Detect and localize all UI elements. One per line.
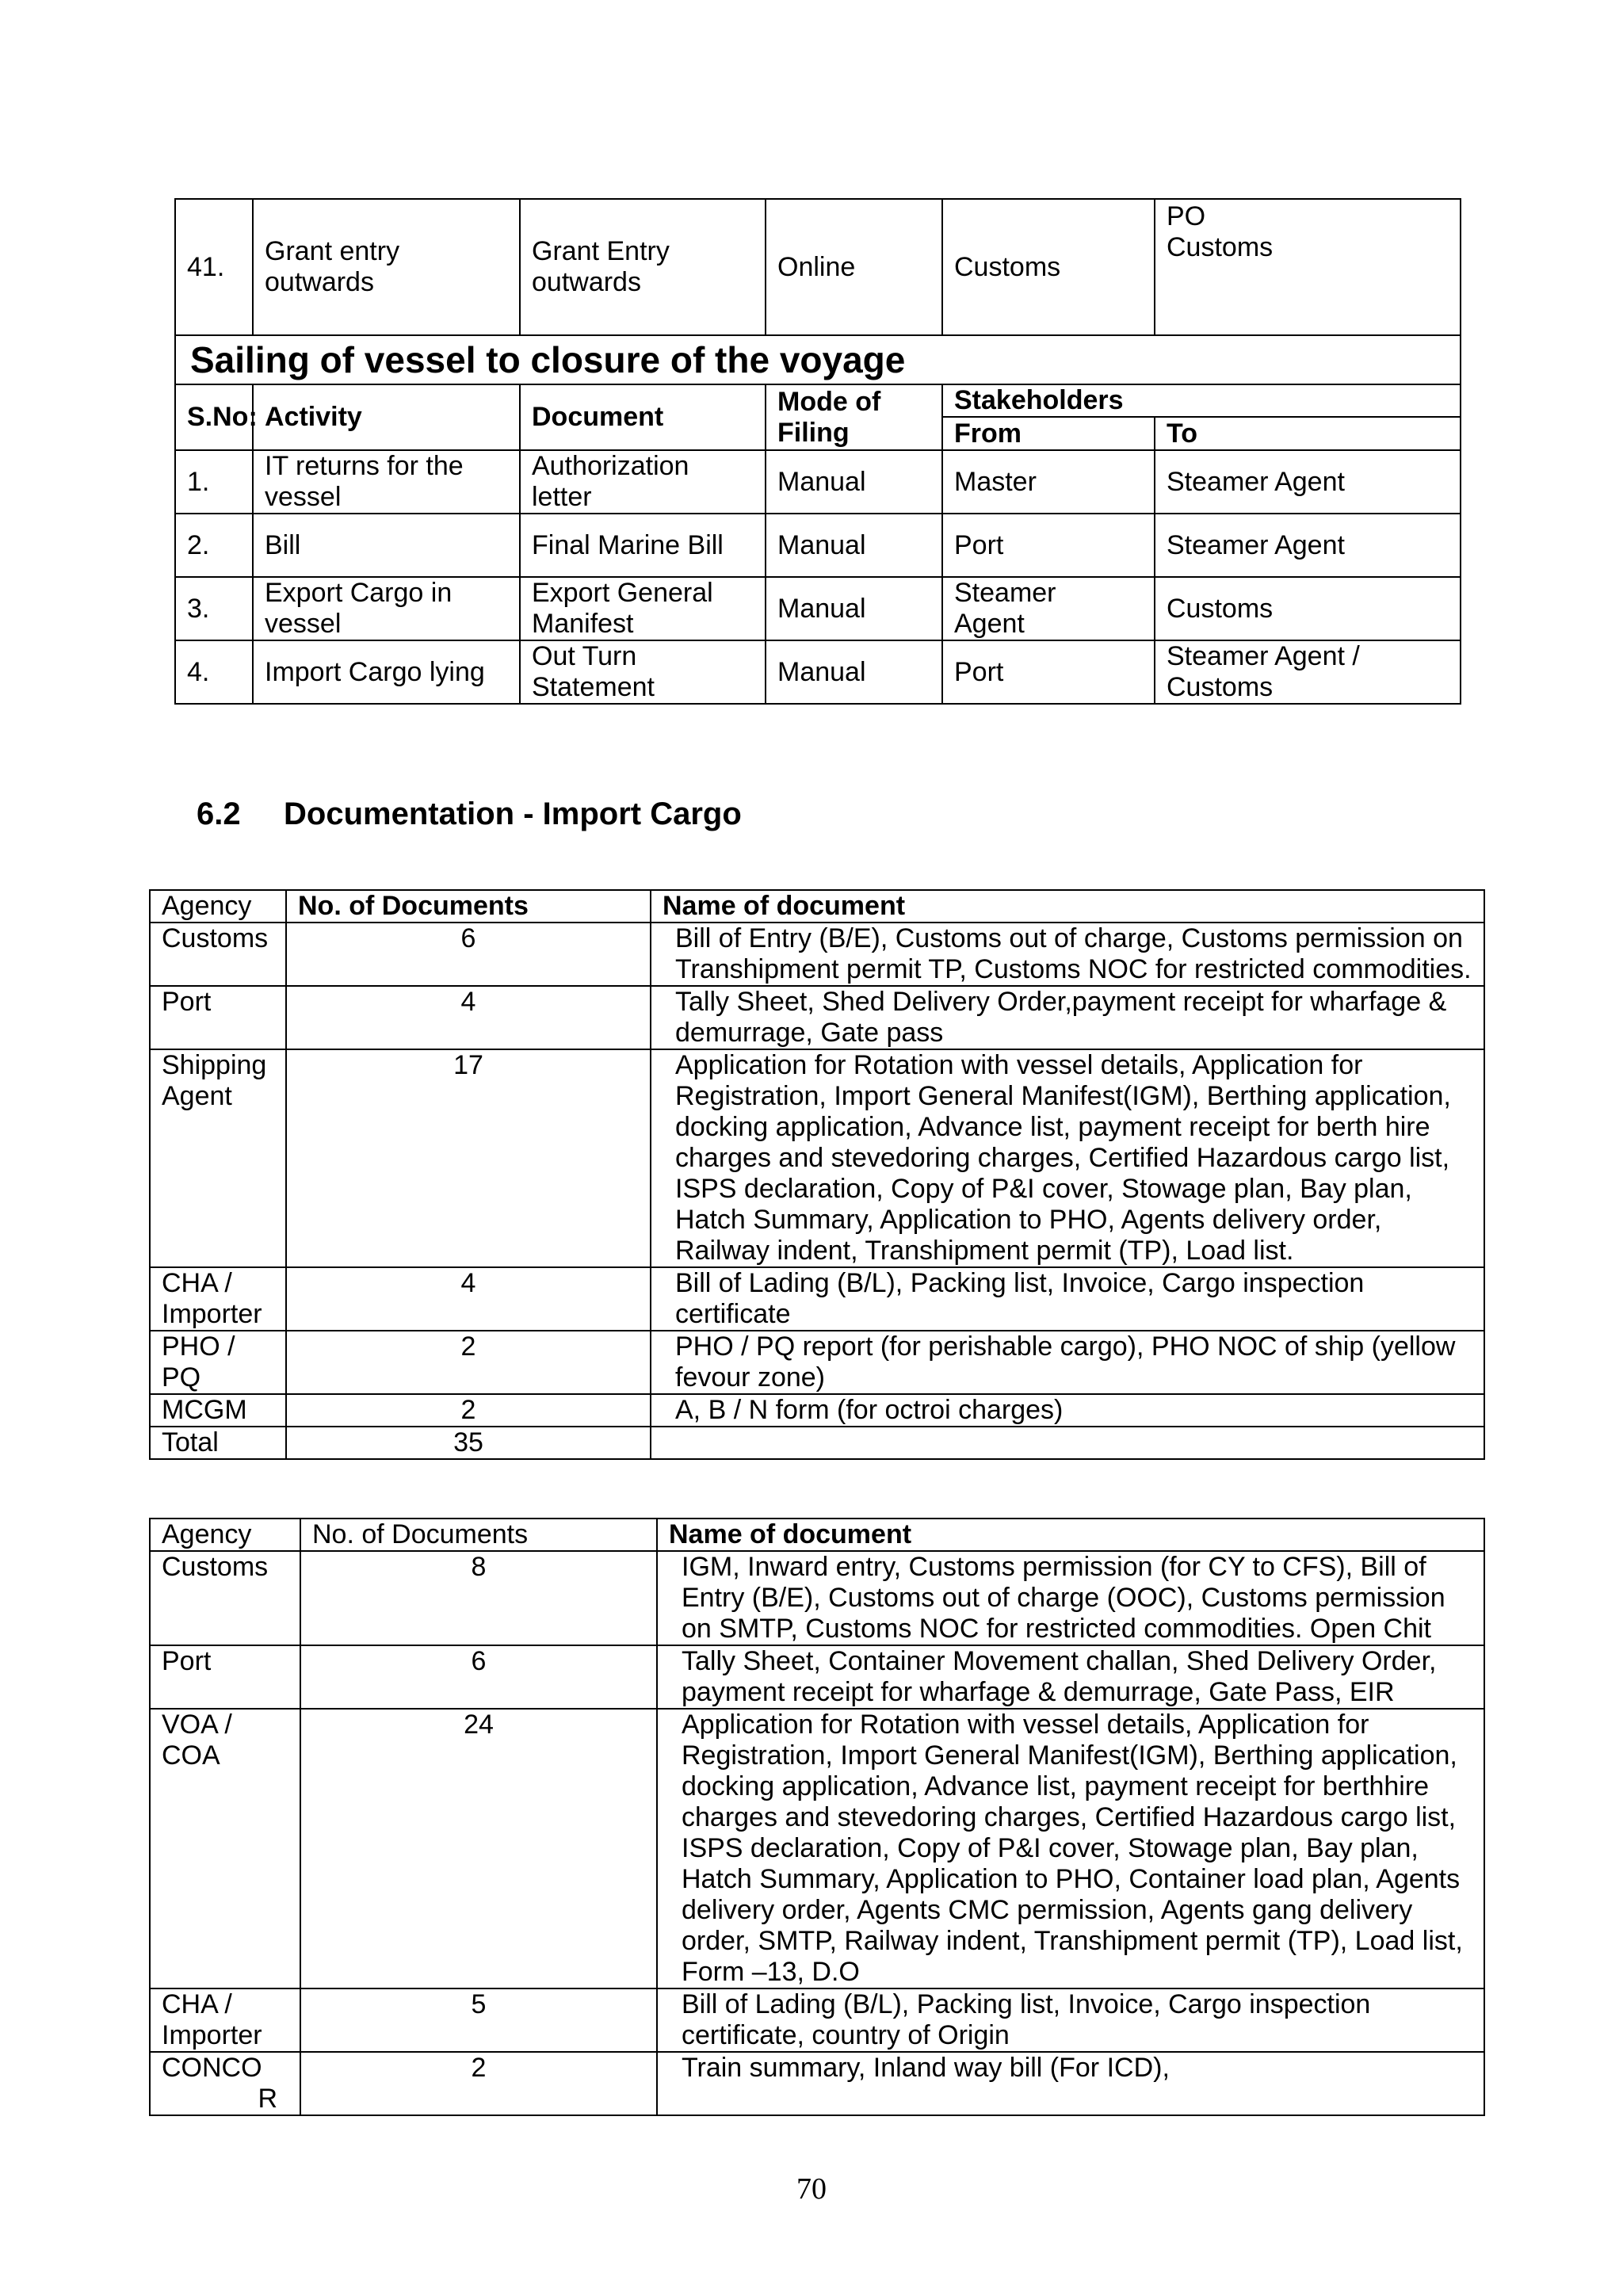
count-cell: 24 xyxy=(300,1709,657,1988)
docs-cell: Train summary, Inland way bill (For ICD), xyxy=(657,2052,1484,2115)
docs-cell: Tally Sheet, Container Movement challan, Shed Delivery Order, payment receipt for wharfage & demurrage, Gate Pass, EIR xyxy=(657,1645,1484,1709)
header-count: No. of Documents xyxy=(286,890,651,923)
from-cell: Port xyxy=(942,640,1155,704)
docs-cell xyxy=(651,1427,1484,1459)
table-row xyxy=(150,2052,1484,2115)
document-cell: Grant Entry outwards xyxy=(520,199,766,335)
mode-cell: Manual xyxy=(766,640,942,704)
header-name: Name of document xyxy=(657,1519,1484,1551)
from-cell: Customs xyxy=(942,199,1155,335)
table-row xyxy=(150,1645,1484,1709)
header-count: No. of Documents xyxy=(300,1519,657,1551)
voyage-activity-table xyxy=(174,198,1461,705)
agency-cell: PHO / PQ xyxy=(150,1331,286,1394)
header-row xyxy=(150,890,1484,923)
header-row xyxy=(175,384,1461,417)
table-row xyxy=(150,1049,1484,1267)
agency-cell: Shipping Agent xyxy=(150,1049,286,1267)
agency-cell: CHA / Importer xyxy=(150,1267,286,1331)
mode-cell: Manual xyxy=(766,577,942,640)
from-cell: Master xyxy=(942,450,1155,514)
document-cell: Export General Manifest xyxy=(520,577,766,640)
sno-cell: 3. xyxy=(175,577,253,640)
mode-cell: Manual xyxy=(766,514,942,577)
header-activity: Activity xyxy=(253,384,520,450)
table-row xyxy=(150,1988,1484,2052)
count-cell: 6 xyxy=(300,1645,657,1709)
table-row xyxy=(150,1709,1484,1988)
header-agency: Agency xyxy=(150,1519,300,1551)
table-row xyxy=(150,923,1484,986)
docs-cell: A, B / N form (for octroi charges) xyxy=(651,1394,1484,1427)
docs-cell: PHO / PQ report (for perishable cargo), PHO NOC of ship (yellow fevour zone) xyxy=(651,1331,1484,1394)
page-number: 70 xyxy=(796,2172,827,2206)
table-row xyxy=(150,1331,1484,1394)
activity-cell: Export Cargo in vessel xyxy=(253,577,520,640)
table-row xyxy=(175,450,1461,514)
header-name: Name of document xyxy=(651,890,1484,923)
count-cell: 2 xyxy=(286,1394,651,1427)
count-cell: 35 xyxy=(286,1427,651,1459)
section-title: Sailing of vessel to closure of the voyage xyxy=(175,335,1461,384)
activity-cell: Bill xyxy=(253,514,520,577)
document-cell: Out Turn Statement xyxy=(520,640,766,704)
agency-cell: Port xyxy=(150,1645,300,1709)
section-heading xyxy=(197,797,742,832)
from-cell: Port xyxy=(942,514,1155,577)
header-row xyxy=(150,1519,1484,1551)
agency-cell: Customs xyxy=(150,923,286,986)
from-cell: Steamer Agent xyxy=(942,577,1155,640)
sno-cell: 4. xyxy=(175,640,253,704)
header-agency: Agency xyxy=(150,890,286,923)
sno-cell: 1. xyxy=(175,450,253,514)
count-cell: 8 xyxy=(300,1551,657,1645)
docs-cell: Bill of Lading (B/L), Packing list, Invoice, Cargo inspection certificate xyxy=(651,1267,1484,1331)
container-docs-table xyxy=(149,1518,1485,2116)
header-document: Document xyxy=(520,384,766,450)
to-cell: Customs xyxy=(1155,577,1461,640)
count-cell: 2 xyxy=(300,2052,657,2115)
sno-cell: 2. xyxy=(175,514,253,577)
sno-cell: 41. xyxy=(175,199,253,335)
header-stakeholders: Stakeholders xyxy=(942,384,1461,417)
to-cell: Steamer Agent xyxy=(1155,514,1461,577)
table-row xyxy=(150,1551,1484,1645)
table-row xyxy=(175,514,1461,577)
activity-cell: Grant entry outwards xyxy=(253,199,520,335)
count-cell: 4 xyxy=(286,986,651,1049)
to-cell: Steamer Agent / Customs xyxy=(1155,640,1461,704)
docs-cell: IGM, Inward entry, Customs permission (for CY to CFS), Bill of Entry (B/E), Customs out of charge (OOC), Customs permission on SMTP, Customs NOC for restricted commodities. Open Chit xyxy=(657,1551,1484,1645)
document-cell: Final Marine Bill xyxy=(520,514,766,577)
table-row xyxy=(175,640,1461,704)
count-cell: 5 xyxy=(300,1988,657,2052)
agency-cell: VOA / COA xyxy=(150,1709,300,1988)
to-cell: PO Customs xyxy=(1155,199,1461,335)
table-row xyxy=(175,199,1461,335)
docs-cell: Bill of Entry (B/E), Customs out of charge, Customs permission on Transhipment permit TP, Customs NOC for restricted commodities. xyxy=(651,923,1484,986)
import-docs-table xyxy=(149,889,1485,1460)
count-cell: 2 xyxy=(286,1331,651,1394)
table-row xyxy=(150,986,1484,1049)
header-sno: S.No: xyxy=(175,384,253,450)
count-cell: 17 xyxy=(286,1049,651,1267)
mode-cell: Manual xyxy=(766,450,942,514)
count-cell: 4 xyxy=(286,1267,651,1331)
docs-cell: Bill of Lading (B/L), Packing list, Invoice, Cargo inspection certificate, country of Origin xyxy=(657,1988,1484,2052)
total-row xyxy=(150,1427,1484,1459)
activity-cell: Import Cargo lying xyxy=(253,640,520,704)
agency-cell: CONCO R xyxy=(150,2052,300,2115)
docs-cell: Application for Rotation with vessel details, Application for Registration, Import General Manifest(IGM), Berthing application, docking application, Advance list, payment receipt for berthhire charges and stevedoring charges, Certified Hazardous cargo list, ISPS declaration, Copy of P&I cover, Stowage plan, Bay plan, Hatch Summary, Application to PHO, Container load plan, Agents delivery order, Agents CMC permission, Agents gang delivery order, SMTP, Railway indent, Transhipment permit (TP), Load list, Form –13, D.O xyxy=(657,1709,1484,1988)
section-title: Documentation - Import Cargo xyxy=(284,797,742,831)
count-cell: 6 xyxy=(286,923,651,986)
to-cell: Steamer Agent xyxy=(1155,450,1461,514)
section-number: 6.2 xyxy=(197,797,241,831)
header-mode: Mode of Filing xyxy=(766,384,942,450)
section-title-row xyxy=(175,335,1461,384)
header-to: To xyxy=(1155,417,1461,450)
activity-cell: IT returns for the vessel xyxy=(253,450,520,514)
table-row xyxy=(175,577,1461,640)
table-row xyxy=(150,1267,1484,1331)
agency-cell: MCGM xyxy=(150,1394,286,1427)
agency-cell: Customs xyxy=(150,1551,300,1645)
document-cell: Authorization letter xyxy=(520,450,766,514)
mode-cell: Online xyxy=(766,199,942,335)
agency-cell: CHA / Importer xyxy=(150,1988,300,2052)
agency-cell: Port xyxy=(150,986,286,1049)
table-row xyxy=(150,1394,1484,1427)
docs-cell: Tally Sheet, Shed Delivery Order,payment receipt for wharfage & demurrage, Gate pass xyxy=(651,986,1484,1049)
header-from: From xyxy=(942,417,1155,450)
docs-cell: Application for Rotation with vessel details, Application for Registration, Import General Manifest(IGM), Berthing application, docking application, Advance list, payment receipt for berth hire charges and stevedoring charges, Certified Hazardous cargo list, ISPS declaration, Copy of P&I cover, Stowage plan, Bay plan, Hatch Summary, Application to PHO, Agents delivery order, Railway indent, Transhipment permit (TP), Load list. xyxy=(651,1049,1484,1267)
agency-cell: Total xyxy=(150,1427,286,1459)
